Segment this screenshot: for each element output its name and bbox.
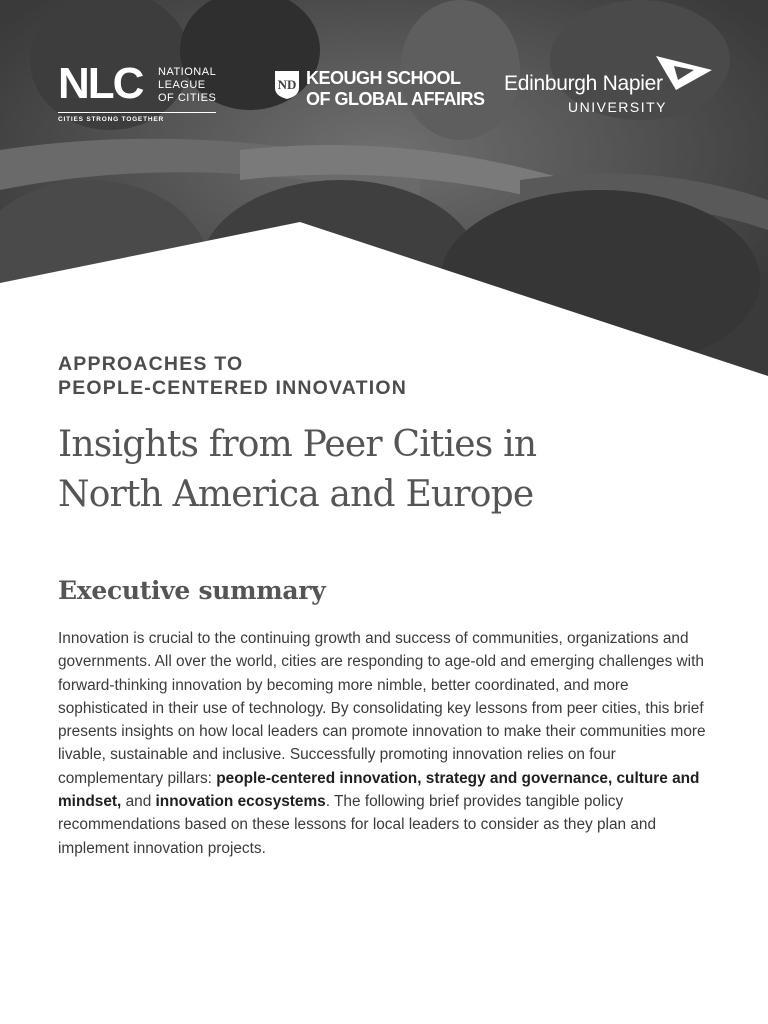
summary-intro: Innovation is crucial to the continuing growth and success of communities, organizations and governments. All over the world, cities are responding to age-old and emerging challenges with forward-thinking innovation by becoming more nimble, better coordinated, and more sophisticated in their use of technology. By consolidating key lessons from peer cities, this brief presents insights on how local leaders can promote innovation to make their communities more livable, sustainable and inclusive. Successfully promoting innovation relies on four complementary pillars: bbox=[58, 630, 706, 787]
edinburgh-napier-logo bbox=[504, 54, 724, 124]
summary-and: and bbox=[121, 793, 156, 811]
keough-school-logo bbox=[274, 68, 485, 112]
title-line: Insights from Peer Cities in bbox=[58, 424, 537, 465]
napier-name: Edinburgh Napier bbox=[504, 72, 663, 95]
kicker-line: APPROACHES TO bbox=[58, 353, 244, 375]
summary-pillars: people-centered innovation, strategy and governance, culture and mindset, bbox=[58, 769, 700, 811]
nlc-logo-rule bbox=[58, 112, 216, 113]
nlc-logo-mark: NLC bbox=[58, 59, 143, 108]
title-line: North America and Europe bbox=[58, 474, 534, 515]
summary-outro: . The following brief provides tangible policy recommendations based on these lessons for local leaders to consider as they plan and implement innovation projects. bbox=[58, 793, 657, 857]
executive-summary-text bbox=[58, 627, 708, 860]
section-heading: Executive summary bbox=[58, 576, 326, 605]
nlc-logo-tagline: CITIES STRONG TOGETHER bbox=[58, 116, 164, 123]
nlc-logo-name: NATIONAL LEAGUE OF CITIES bbox=[158, 66, 217, 104]
shield-text: ND bbox=[277, 77, 297, 92]
summary-ecosystems: innovation ecosystems bbox=[155, 793, 326, 811]
document-kicker bbox=[58, 352, 718, 400]
notre-dame-shield-icon bbox=[274, 70, 300, 100]
napier-subtitle: UNIVERSITY bbox=[568, 99, 668, 115]
napier-swoosh-icon bbox=[654, 54, 714, 94]
kicker-line: PEOPLE-CENTERED INNOVATION bbox=[58, 377, 407, 399]
hero-banner bbox=[0, 0, 768, 380]
nlc-logo bbox=[58, 59, 228, 124]
document-title bbox=[58, 420, 718, 520]
keough-school-name: KEOUGH SCHOOL OF GLOBAL AFFAIRS bbox=[306, 68, 485, 109]
